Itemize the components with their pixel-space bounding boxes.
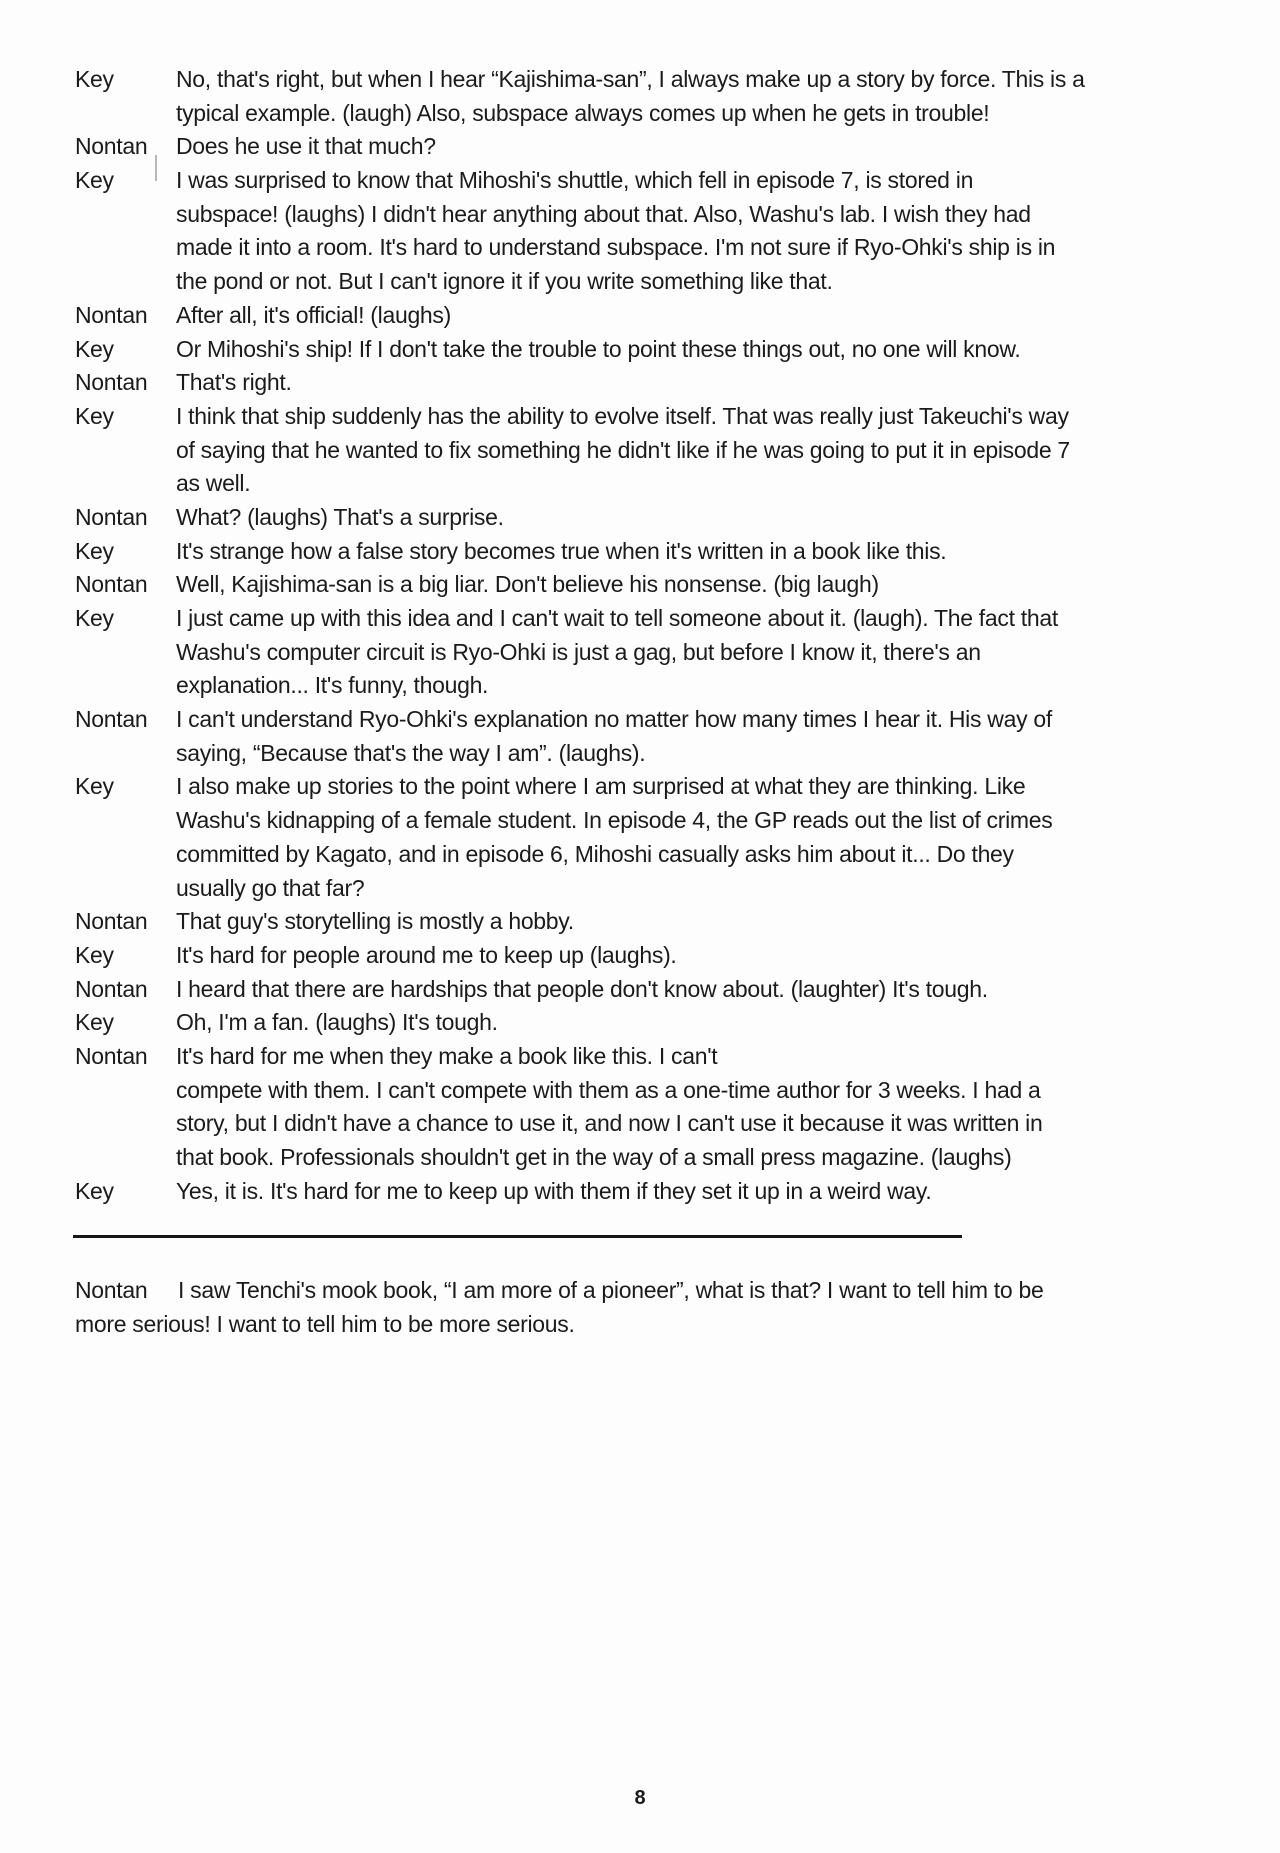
dialogue-line xyxy=(0,703,1280,737)
dialogue-line-text: I think that ship suddenly has the ability to evolve itself. That was really just Takeuchi's way xyxy=(176,402,1069,429)
speaker-label: Nontan xyxy=(75,369,148,396)
dialogue-line xyxy=(0,770,1280,804)
dialogue-line-text: typical example. (laugh) Also, subspace always comes up when he gets in trouble! xyxy=(176,99,990,126)
dialogue-line-text: that book. Professionals shouldn't get in the way of a small press magazine. (laughs) xyxy=(176,1144,1012,1170)
dialogue-line-text: made it into a room. It's hard to understand subspace. I'm not sure if Ryo-Ohki's ship is in xyxy=(176,234,1056,261)
dialogue-line xyxy=(0,872,1280,906)
speaker-label: Nontan xyxy=(75,706,148,733)
speaker-label: Nontan xyxy=(75,133,148,160)
dialogue-line xyxy=(0,130,1280,164)
dialogue-line-text: I was surprised to know that Mihoshi's shuttle, which fell in episode 7, is stored in xyxy=(176,167,974,194)
dialogue-line xyxy=(0,1308,1280,1342)
dialogue-line-text: It's hard for people around me to keep up (laughs). xyxy=(176,941,677,968)
speaker-label: Nontan xyxy=(75,301,148,328)
dialogue-line-text: It's strange how a false story becomes true when it's written in a book like this. xyxy=(176,537,947,564)
dialogue-line-text: That guy's storytelling is mostly a hobby. xyxy=(176,908,574,935)
dialogue-line-text: I just came up with this idea and I can't wait to tell someone about it. (laugh). The fact that xyxy=(176,605,1058,631)
dialogue-line xyxy=(0,501,1280,535)
speaker-label: Key xyxy=(75,167,114,194)
dialogue-line-text: Washu's kidnapping of a female student. In episode 4, the GP reads out the list of crimes xyxy=(176,807,1053,834)
dialogue-line-text: committed by Kagato, and in episode 6, Mihoshi casually asks him about it... Do they xyxy=(176,840,1014,867)
scan-artifact-line xyxy=(155,155,157,181)
dialogue-line xyxy=(0,299,1280,333)
dialogue-line-text: It's hard for me when they make a book like this. I can't xyxy=(176,1042,718,1069)
dialogue-line xyxy=(0,63,1280,97)
footnote-block xyxy=(0,1274,1280,1341)
dialogue-line xyxy=(0,1006,1280,1040)
dialogue-line xyxy=(0,535,1280,569)
dialogue-line xyxy=(0,669,1280,703)
speaker-label: Nontan xyxy=(75,571,148,598)
dialogue-line-text: compete with them. I can't compete with them as a one-time author for 3 weeks. I had a xyxy=(176,1076,1041,1103)
dialogue-line-text: No, that's right, but when I hear “Kajishima-san”, I always make up a story by force. This is a xyxy=(176,66,1085,92)
dialogue-line-text: That's right. xyxy=(176,369,292,396)
dialogue-line-text: Oh, I'm a fan. (laughs) It's tough. xyxy=(176,1009,498,1036)
speaker-label: Nontan xyxy=(75,908,148,935)
dialogue-line-text: saying, “Because that's the way I am”. (laughs). xyxy=(176,739,646,766)
dialogue-line-text: What? (laughs) That's a surprise. xyxy=(176,503,504,530)
dialogue-line-text: Does he use it that much? xyxy=(176,133,436,160)
dialogue-line-text: Well, Kajishima-san is a big liar. Don't believe his nonsense. (big laugh) xyxy=(176,571,879,598)
dialogue-line xyxy=(0,1175,1280,1209)
speaker-label: Key xyxy=(75,605,114,631)
dialogue-line xyxy=(0,434,1280,468)
dialogue-line xyxy=(0,1074,1280,1108)
speaker-label: Key xyxy=(75,537,114,564)
dialogue-line xyxy=(0,333,1280,367)
speaker-label: Key xyxy=(75,402,114,429)
dialogue-line xyxy=(0,602,1280,636)
dialogue-line xyxy=(0,568,1280,602)
dialogue-line xyxy=(0,1040,1280,1074)
dialogue-line xyxy=(0,231,1280,265)
dialogue-line-text: I can't understand Ryo-Ohki's explanation no matter how many times I hear it. His way of xyxy=(176,706,1052,733)
speaker-label: Key xyxy=(75,335,114,362)
dialogue-line xyxy=(0,97,1280,131)
dialogue-line-text: Or Mihoshi's ship! If I don't take the trouble to point these things out, no one will know. xyxy=(176,335,1021,362)
dialogue-line-text: I saw Tenchi's mook book, “I am more of a pioneer”, what is that? I want to tell him to be xyxy=(178,1277,1044,1303)
dialogue-line-text: of saying that he wanted to fix something he didn't like if he was going to put it in episode 7 xyxy=(176,436,1070,463)
speaker-label: Key xyxy=(75,1177,114,1204)
dialogue-line-text: I also make up stories to the point where I am surprised at what they are thinking. Like xyxy=(176,773,1026,800)
speaker-label: Key xyxy=(75,773,114,800)
dialogue-line xyxy=(0,973,1280,1007)
speaker-label: Nontan xyxy=(75,1042,148,1069)
dialogue-line xyxy=(0,467,1280,501)
dialogue-line xyxy=(0,804,1280,838)
dialogue-line xyxy=(0,737,1280,771)
speaker-label: Key xyxy=(75,1009,114,1036)
dialogue-line xyxy=(0,636,1280,670)
dialogue-line xyxy=(0,905,1280,939)
dialogue-line xyxy=(0,838,1280,872)
dialogue-line-text: explanation... It's funny, though. xyxy=(176,672,489,699)
dialogue-line-text: Washu's computer circuit is Ryo-Ohki is just a gag, but before I know it, there's an xyxy=(176,638,981,665)
dialogue-line-text: Yes, it is. It's hard for me to keep up with them if they set it up in a weird way. xyxy=(176,1177,932,1204)
dialogue-line xyxy=(0,1274,1280,1308)
dialogue-line-text: the pond or not. But I can't ignore it if you write something like that. xyxy=(176,268,833,295)
speaker-label: Nontan xyxy=(75,503,148,530)
dialogue-line-text: more serious! I want to tell him to be more serious. xyxy=(75,1310,575,1337)
dialogue-line-text: as well. xyxy=(176,470,251,497)
speaker-label: Nontan xyxy=(75,975,148,1002)
dialogue-line xyxy=(0,366,1280,400)
dialogue-line-text: After all, it's official! (laughs) xyxy=(176,301,451,328)
speaker-label: Nontan xyxy=(75,1277,148,1303)
speaker-label: Key xyxy=(75,941,114,968)
dialogue-line xyxy=(0,164,1280,198)
dialogue-line-text: I heard that there are hardships that people don't know about. (laughter) It's tough. xyxy=(176,975,988,1002)
dialogue-line xyxy=(0,939,1280,973)
dialogue-block xyxy=(0,63,1280,1208)
dialogue-line-text: subspace! (laughs) I didn't hear anything about that. Also, Washu's lab. I wish they had xyxy=(176,200,1031,227)
speaker-label: Key xyxy=(75,66,114,92)
dialogue-line xyxy=(0,400,1280,434)
dialogue-line xyxy=(0,1141,1280,1175)
section-divider xyxy=(73,1235,962,1238)
dialogue-line xyxy=(0,1107,1280,1141)
dialogue-line xyxy=(0,198,1280,232)
dialogue-line xyxy=(0,265,1280,299)
page-number: 8 xyxy=(634,1787,646,1809)
dialogue-line-text: story, but I didn't have a chance to use it, and now I can't use it because it was written in xyxy=(176,1110,1043,1137)
dialogue-line-text: usually go that far? xyxy=(176,874,365,901)
